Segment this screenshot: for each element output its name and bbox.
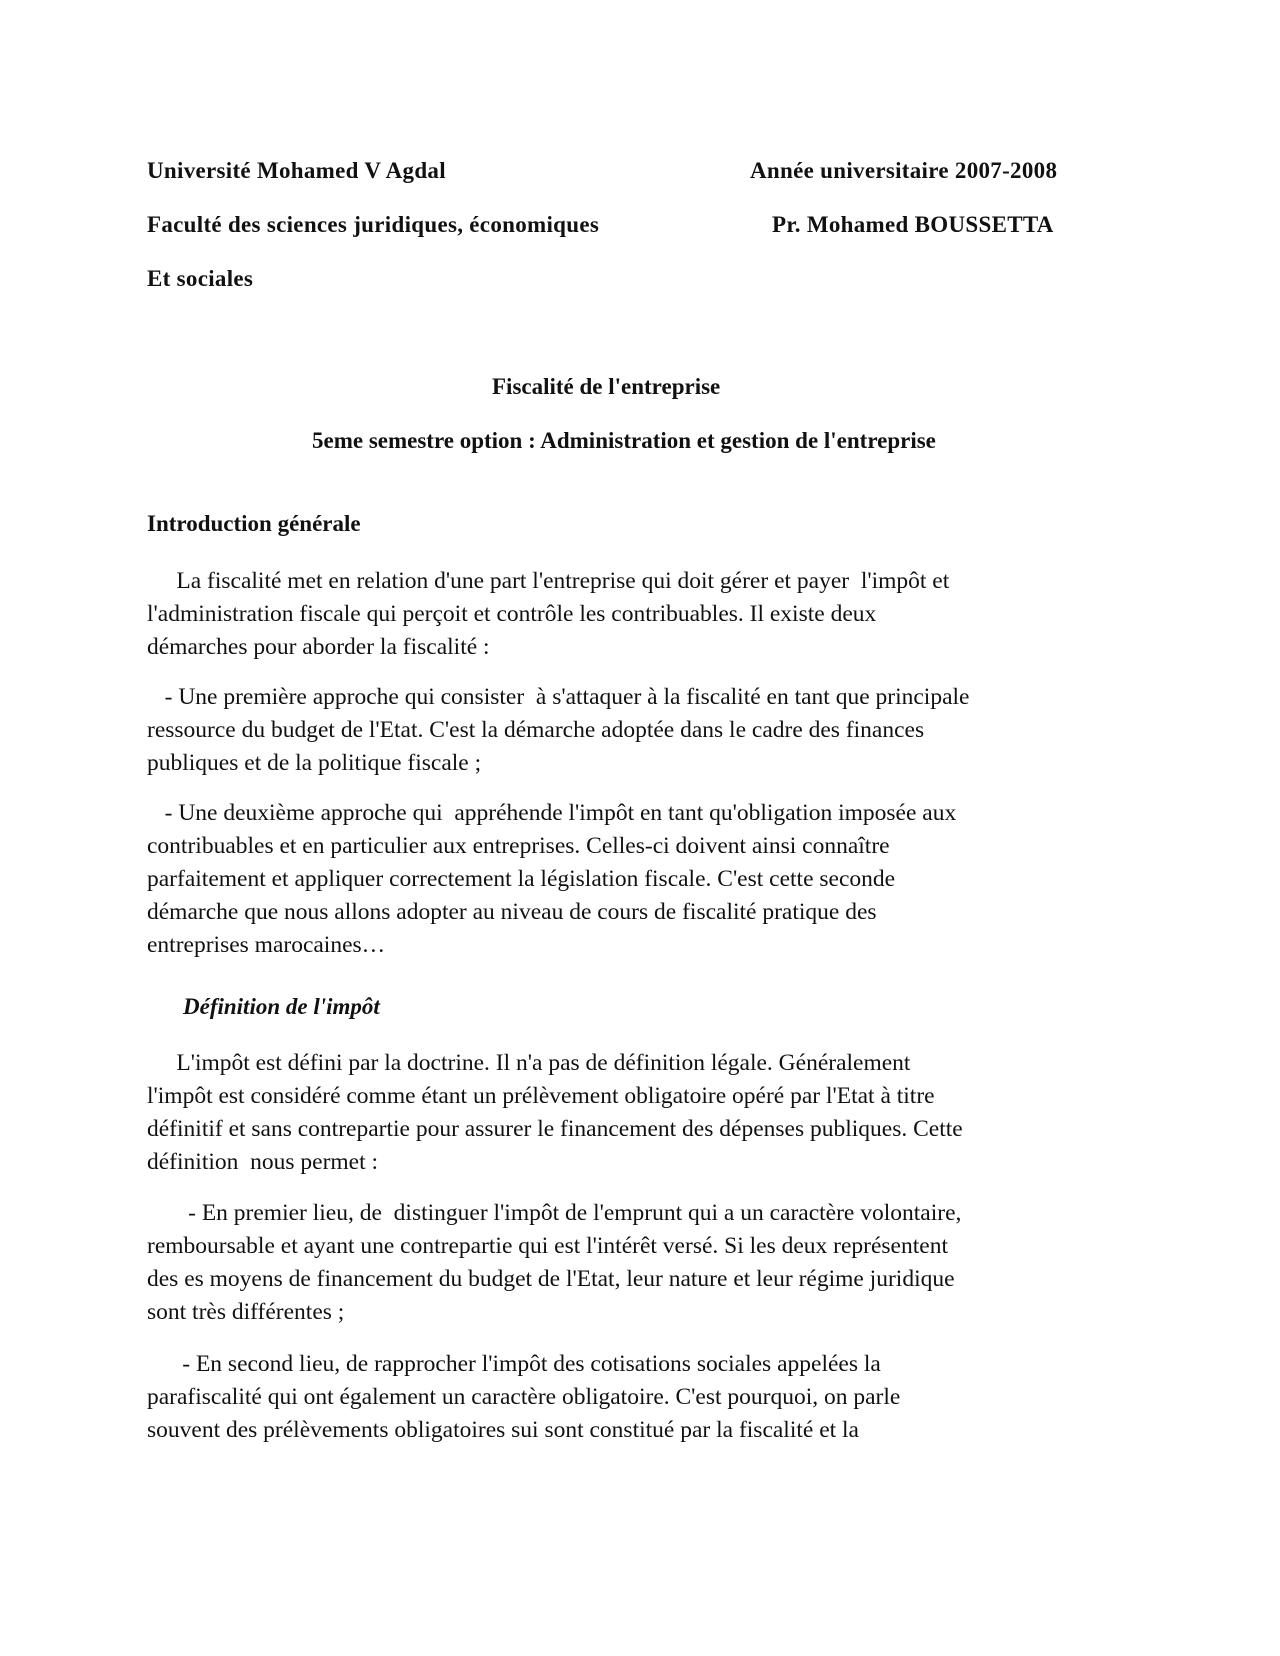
- university-name: Université Mohamed V Agdal: [147, 158, 446, 183]
- text-line: - En second lieu, de rapprocher l'impôt des cotisations sociales appelées la: [147, 1351, 881, 1377]
- section-heading-introduction: Introduction générale: [147, 511, 361, 536]
- text-line: contribuables et en particulier aux entreprises. Celles-ci doivent ainsi connaître: [147, 833, 890, 859]
- text-line: sont très différentes ;: [147, 1299, 345, 1325]
- definition-paragraph-3: [147, 1348, 1132, 1447]
- text-line: parafiscalité qui ont également un caractère obligatoire. C'est pourquoi, on parle: [147, 1384, 901, 1410]
- intro-paragraph-1: [147, 565, 1132, 664]
- text-line: l'impôt est considéré comme étant un prélèvement obligatoire opéré par l'Etat à titre: [147, 1083, 935, 1109]
- text-line: définitif et sans contrepartie pour assurer le financement des dépenses publiques. Cette: [147, 1116, 963, 1142]
- definition-paragraph-1: [147, 1047, 1132, 1179]
- text-line: l'administration fiscale qui perçoit et contrôle les contribuables. Il existe deux: [147, 601, 877, 627]
- academic-year: Année universitaire 2007-2008: [750, 158, 1058, 183]
- text-line: définition nous permet :: [147, 1149, 379, 1175]
- definition-paragraph-2: [147, 1197, 1132, 1329]
- text-line: démarches pour aborder la fiscalité :: [147, 634, 490, 660]
- section-heading-definition: Définition de l'impôt: [183, 994, 380, 1019]
- text-line: souvent des prélèvements obligatoires sui sont constitué par la fiscalité et la: [147, 1417, 859, 1443]
- intro-paragraph-2: [147, 681, 1132, 780]
- text-line: La fiscalité met en relation d'une part l'entreprise qui doit gérer et payer l'impôt et: [147, 568, 950, 594]
- intro-paragraph-3: [147, 797, 1132, 962]
- faculty-name-line2: Et sociales: [147, 266, 254, 291]
- course-title: Fiscalité de l'entreprise: [492, 374, 721, 399]
- text-line: parfaitement et appliquer correctement la législation fiscale. C'est cette seconde: [147, 866, 896, 892]
- text-line: - Une première approche qui consister à s'attaquer à la fiscalité en tant que principale: [147, 684, 970, 710]
- text-line: entreprises marocaines…: [147, 932, 386, 958]
- text-line: démarche que nous allons adopter au niveau de cours de fiscalité pratique des: [147, 899, 877, 925]
- text-line: - Une deuxième approche qui appréhende l'impôt en tant qu'obligation imposée aux: [147, 800, 957, 826]
- text-line: des es moyens de financement du budget de l'Etat, leur nature et leur régime juridique: [147, 1266, 955, 1292]
- text-line: publiques et de la politique fiscale ;: [147, 750, 482, 776]
- faculty-name-line1: Faculté des sciences juridiques, économiques: [147, 212, 600, 237]
- text-line: remboursable et ayant une contrepartie qui est l'intérêt versé. Si les deux représentent: [147, 1233, 948, 1259]
- professor-name: Pr. Mohamed BOUSSETTA: [772, 212, 1054, 237]
- text-line: - En premier lieu, de distinguer l'impôt de l'emprunt qui a un caractère volontaire,: [147, 1200, 962, 1226]
- course-subtitle: 5eme semestre option : Administration et gestion de l'entreprise: [312, 428, 936, 453]
- text-line: L'impôt est défini par la doctrine. Il n'a pas de définition légale. Généralement: [147, 1050, 911, 1076]
- text-line: ressource du budget de l'Etat. C'est la démarche adoptée dans le cadre des finances: [147, 717, 925, 743]
